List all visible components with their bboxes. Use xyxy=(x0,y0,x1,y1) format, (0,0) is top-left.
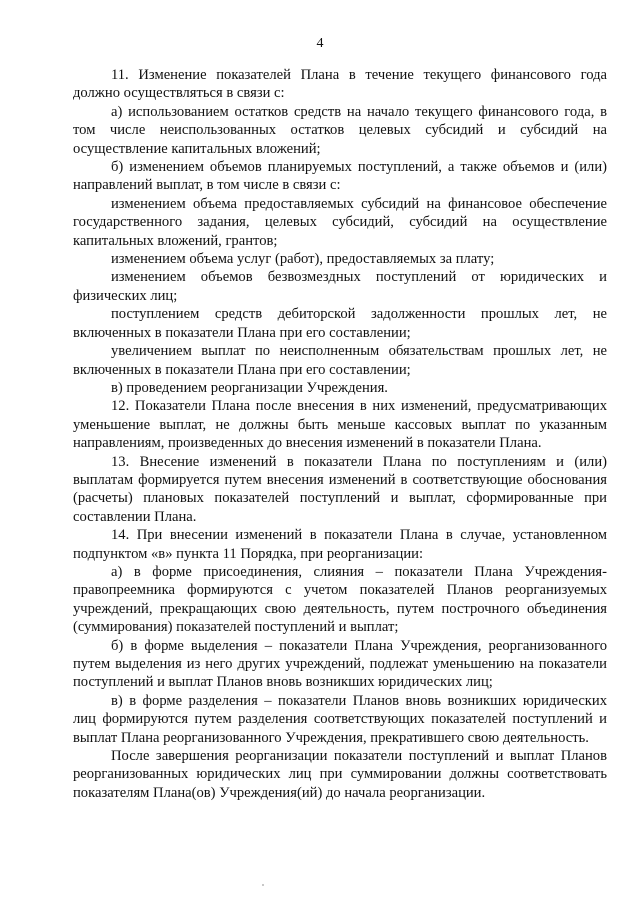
paragraph-11b-item-3: изменением объемов безвозмездных поступлений от юридических и физических лиц; xyxy=(73,269,607,304)
page-number: 4 xyxy=(316,36,324,51)
paragraph-11: 11. Изменение показателей Плана в течение текущего финансового года должно осуществляться в связи с: xyxy=(73,67,607,102)
paragraph-11a: а) использованием остатков средств на начало текущего финансового года, в том числе неиспользованных остатков целевых субсидий и субсидий на осуществление капитальных вложений; xyxy=(73,103,607,157)
paragraph-14b: б) в форме выделения – показатели Плана Учреждения, реорганизованного путем выделения из него других учреждений, подлежат уменьшению на показатели поступлений и выплат Планов вновь возникших юридических лиц; xyxy=(73,637,607,691)
paragraph-14: 14. При внесении изменений в показатели Плана в случае, установленном подпунктом «в» пункта 11 Порядка, при реорганизации: xyxy=(73,527,607,562)
paragraph-14-final: После завершения реорганизации показатели поступлений и выплат Планов реорганизованных юридических лиц при суммировании должны соответствовать показателям Плана(ов) Учреждения(ий) до начала реорганизации. xyxy=(73,748,607,801)
document-body xyxy=(73,66,607,802)
paragraph-14a: а) в форме присоединения, слияния – показатели Плана Учреждения-правопреемника формируются с учетом показателей Планов реорганизуемых учреждений, прекращающих свою деятельность, путем построчного объединения (суммирования) показателей поступлений и выплат; xyxy=(73,563,607,636)
paragraph-14v: в) в форме разделения – показатели Планов вновь возникших юридических лиц формируются путем разделения соответствующих показателей поступлений и выплат Плана реорганизованного Учреждения, прекратившего свою деятельность. xyxy=(73,692,607,746)
scan-speck xyxy=(262,884,264,886)
paragraph-11v: в) проведением реорганизации Учреждения. xyxy=(111,379,388,396)
paragraph-11b-item-1: изменением объема предоставляемых субсидий на финансовое обеспечение государственного задания, целевых субсидий, субсидий на осуществление капитальных вложений, грантов; xyxy=(73,195,607,249)
paragraph-12: 12. Показатели Плана после внесения в них изменений, предусматривающих уменьшение выплат, не должны быть меньше кассовых выплат по указанным направлениям, произведенных до внесения изменений в показатели Плана. xyxy=(73,398,607,452)
paragraph-11b-item-5: увеличением выплат по неисполненным обязательствам прошлых лет, не включенных в показатели Плана при его составлении; xyxy=(73,343,607,378)
paragraph-11b: б) изменением объемов планируемых поступлений, а также объемов и (или) направлений выплат, в том числе в связи с: xyxy=(73,159,607,194)
paragraph-11b-item-2: изменением объема услуг (работ), предоставляемых за плату; xyxy=(111,251,495,268)
paragraph-13: 13. Внесение изменений в показатели Плана по поступлениям и (или) выплатам формируется путем внесения изменений в соответствующие обоснования (расчеты) плановых показателей поступлений и выплат, сформированные при составлении Плана. xyxy=(73,453,607,525)
paragraph-11b-item-4: поступлением средств дебиторской задолженности прошлых лет, не включенных в показатели Плана при его составлении; xyxy=(73,306,607,341)
